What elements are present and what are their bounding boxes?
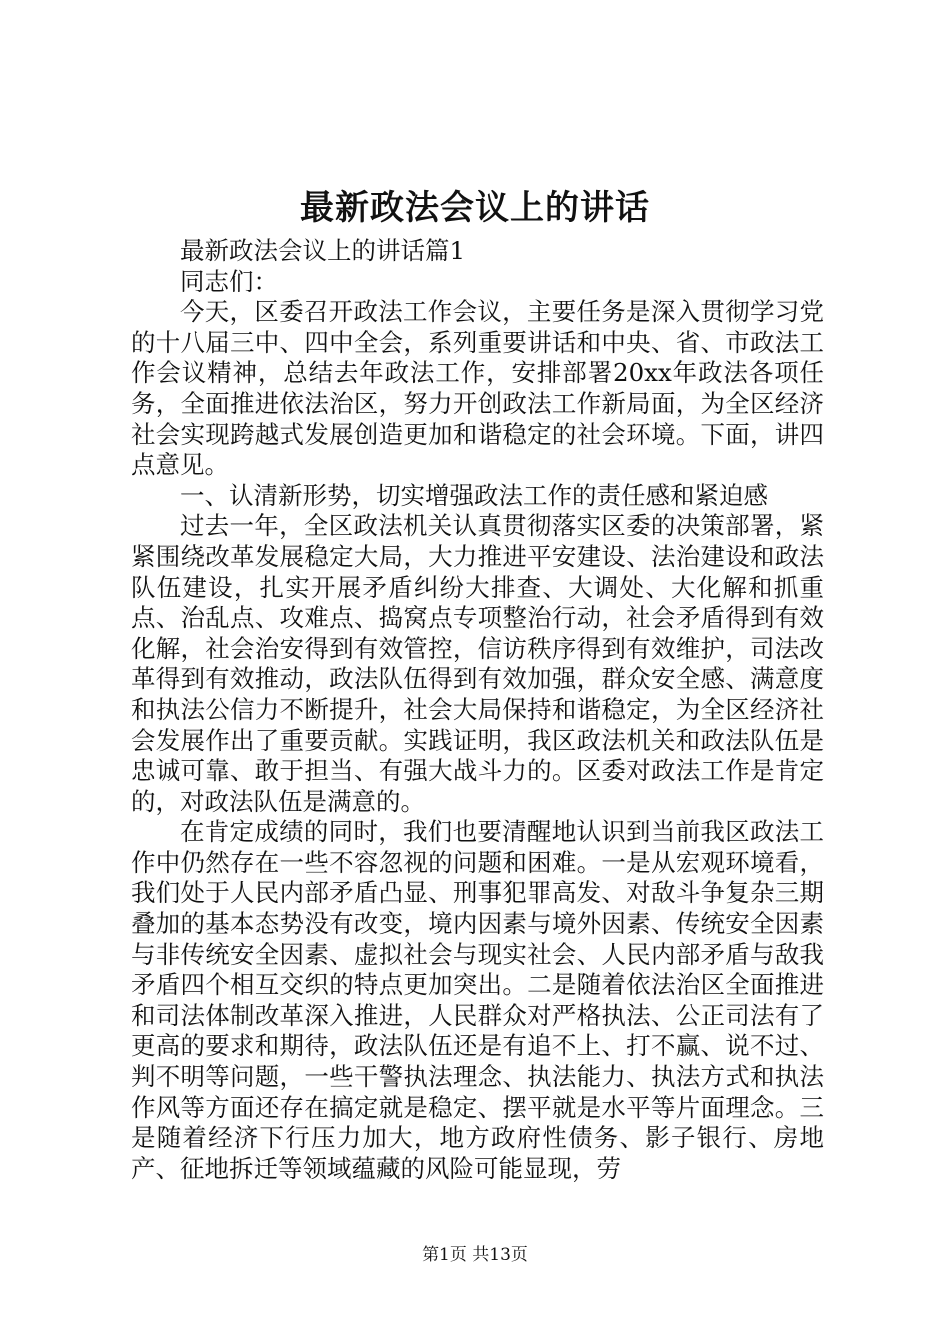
paragraph-achievements: 过去一年，全区政法机关认真贯彻落实区委的决策部署，紧紧围绕改革发展稳定大局，大力推进平安建设、法治建设和政法队伍建设，扎实开展矛盾纠纷大排查、大调处、大化解和抓重点、治乱点、攻难点、捣窝点专项整治行动，社会矛盾得到有效化解，社会治安得到有效管控，信访秩序得到有效维护，司法改革得到有效推动，政法队伍得到有效加强，群众安全感、满意度和执法公信力不断提升，社会大局保持和谐稳定，为全区经济社会发展作出了重要贡献。实践证明，我区政法机关和政法队伍是忠诚可靠、敢于担当、有强大战斗力的。区委对政法工作是肯定的，对政法队伍是满意的。 — [131, 511, 824, 816]
paragraph-problems: 在肯定成绩的同时，我们也要清醒地认识到当前我区政法工作中仍然存在一些不容忽视的问题和困难。一是从宏观环境看，我们处于人民内部矛盾凸显、刑事犯罪高发、对敌斗争复杂三期叠加的基本态势没有改变，境内因素与境外因素、传统安全因素与非传统安全因素、虚拟社会与现实社会、人民内部矛盾与敌我矛盾四个相互交织的特点更加突出。二是随着依法治区全面推进和司法体制改革深入推进，人民群众对严格执法、公正司法有了更高的要求和期待，政法队伍还是有追不上、打不赢、说不过、判不明等问题，一些干警执法理念、执法能力、执法方式和执法作风等方面还存在搞定就是稳定、摆平就是水平等片面理念。三是随着经济下行压力加大，地方政府性债务、影子银行、房地产、征地拆迁等领域蕴藏的风险可能显现，劳 — [131, 817, 824, 1183]
document-title: 最新政法会议上的讲话 — [300, 188, 650, 228]
paragraph-intro: 今天，区委召开政法工作会议，主要任务是深入贯彻学习党的十八届三中、四中全会，系列重要讲话和中央、省、市政法工作会议精神，总结去年政法工作，安排部署20xx年政法各项任务，全面推进依法治区，努力开创政法工作新局面，为全区经济社会实现跨越式发展创造更加和谐稳定的社会环境。下面，讲四点意见。 — [131, 297, 824, 480]
page-number-footer: 第1页 共13页 — [422, 1245, 528, 1265]
subsection-heading: 一、认清新形势，切实增强政法工作的责任感和紧迫感 — [180, 480, 768, 510]
salutation: 同志们： — [180, 266, 278, 296]
section-heading: 最新政法会议上的讲话篇1 — [180, 236, 466, 265]
document-body — [131, 236, 824, 1184]
